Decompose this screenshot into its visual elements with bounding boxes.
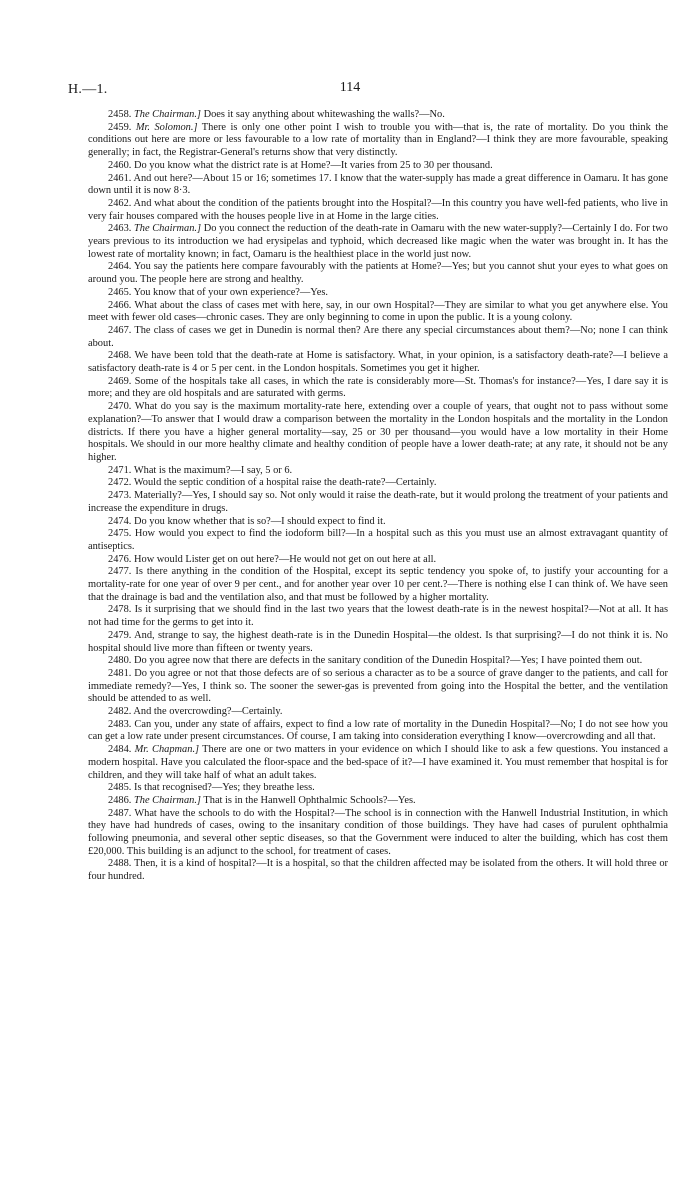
evidence-paragraph [88,376,668,401]
speaker-name: Mr. Chapman.] [134,744,200,756]
question-answer-text: Materially?—Yes, I should say so. Not only would it raise the death-rate, but it would prolong the treatment of your patients and increase the expenditure in drugs. [88,490,668,514]
evidence-paragraph [88,465,668,478]
evidence-paragraph [88,808,668,859]
question-answer-text: And out here?—About 15 or 16; sometimes 17. I know that the water-supply has made a great difference in Oamaru. It has gone down until it is now 8·3. [88,172,668,197]
question-answer-text: And what about the condition of the patients brought into the Hospital?—In this country you have well-fed patients, who live in very fair houses compared with the houses people live in at Home in the large cities. [88,197,668,222]
question-answer-text: What about the class of cases met with here, say, in our own Hospital?—They are similar to what you get anywhere else. You meet with fewer old cases—chronic cases. They are only beginning to come in upon the public. It is a young colony. [88,299,668,324]
evidence-paragraph [88,719,668,744]
question-number: 2481. [108,667,132,679]
evidence-paragraph [88,858,668,883]
question-answer-text: How would you expect to find the iodoform bill?—In a hospital such as this you must use an almost extravagant quantity of antiseptics. [88,528,668,552]
question-answer-text: Do you connect the reduction of the death-rate in Oamaru with the new water-supply?—Certainly I do. For two years previous to its introduction we had erysipelas and typhoid, which decreased like magic when the water was brought in. It has the lowest rate of mortality known; in fact, Oamaru is the healthiest place in the world just now. [88,223,668,260]
question-number: 2488. [108,858,132,870]
question-answer-text: Do you agree now that there are defects in the sanitary condition of the Dunedin Hospital?—Yes; I have pointed them out. [134,655,643,667]
question-answer-text: Can you, under any state of affairs, expect to find a low rate of mortality in the Dunedin Hospital?—No; I do not see how you can get a low rate under present circumstances. Of course, I am taking into consideration everything I know—overcrowding and all that. [88,718,668,743]
question-answer-text: We have been told that the death-rate at Home is satisfactory. What, in your opinion, is a satisfactory death-rate?—I believe a satisfactory death-rate is 4 or 5 per cent. in the London hospitals. Sometimes you get it higher. [88,350,668,375]
evidence-paragraph [88,554,668,567]
question-answer-text: There is only one other point I wish to trouble you with—that is, the rate of mortality. Do you think the conditions out here are more or less favourable to a low rate of mortality than in England?—I think they are more favourable, speaking generally; in fact, the Registrar-General's returns show that very distinctly. [88,121,668,159]
question-number: 2487. [108,807,132,819]
question-number: 2468. [108,350,132,362]
question-number: 2484. [108,744,132,756]
question-answer-text: Do you know what the district rate is at Home?—It varies from 25 to 30 per thousand. [134,159,493,171]
evidence-paragraph [88,516,668,529]
speaker-name: Mr. Solomon.] [135,121,198,133]
document-reference: H.—1. [68,82,108,97]
evidence-paragraph [88,655,668,668]
evidence-paragraph [88,528,668,553]
evidence-paragraph [88,490,668,515]
question-answer-text: That is in the Hanwell Ophthalmic Schools?—Yes. [203,794,416,806]
question-number: 2460. [108,159,132,171]
evidence-paragraph [88,198,668,223]
evidence-paragraph [88,300,668,325]
question-number: 2482. [108,706,132,718]
page-number: 114 [339,80,361,95]
speaker-name: The Chairman.] [134,223,202,235]
question-number: 2474. [108,515,132,527]
question-number: 2469. [108,375,132,387]
question-number: 2483. [108,718,132,730]
evidence-paragraph [88,706,668,719]
question-answer-text: Does it say anything about whitewashing the walls?—No. [203,109,445,120]
evidence-paragraph [88,261,668,286]
question-number: 2471. [108,464,132,476]
evidence-paragraph [88,160,668,173]
question-number: 2462. [108,197,132,209]
question-number: 2485. [108,782,132,794]
question-number: 2467. [108,324,132,336]
question-number: 2473. [108,490,132,502]
question-answer-text: You know that of your own experience?—Yes. [133,286,329,298]
question-answer-text: Is it surprising that we should find in the last two years that the lowest death-rate is in the newest hospital?—Not at all. It has not had time for the germs to get into it. [88,604,668,629]
question-answer-text: And the overcrowding?—Certainly. [133,706,283,718]
question-answer-text: Is there anything in the condition of the Hospital, except its septic tendency you spoke of, to justify your accounting for a mortality-rate for one year of over 9 per cent., and for another year over 10 per cent.?—There is nothing else I can think of. We have seen that the drainage is bad and the ventilation also, and that must be followed by a higher mortality. [88,566,668,603]
evidence-paragraph [88,287,668,300]
evidence-paragraph [88,795,668,808]
evidence-paragraph [88,350,668,375]
question-number: 2486. [108,794,132,806]
question-answer-text: Do you know whether that is so?—I should expect to find it. [134,515,386,527]
question-number: 2479. [108,629,132,641]
question-answer-text: Do you agree or not that those defects are of so serious a character as to be a source of grave danger to the patients, and call for immediate remedy?—Yes, I think so. The sooner the sewer-gas is prevented from going into the Hospital the better, and the ventilation should be attended to as well. [88,667,668,705]
question-number: 2477. [108,566,132,578]
question-number: 2470. [108,401,132,413]
evidence-paragraph [88,744,668,782]
evidence-paragraph [88,122,668,160]
evidence-paragraph [88,566,668,604]
evidence-paragraph [88,630,668,655]
speaker-name: The Chairman.] [134,794,201,806]
question-answer-text: What do you say is the maximum mortality-rate here, extending over a couple of years, that ought not to pass without some explanation?—To answer that I would draw a comparison between the mortality in the London hospitals and the mortality in the London districts. If there you have a higher general mortality—say, 25 or 30 per thousand—you would have a low mortality in their Home hospitals. We should in our more healthy climate and healthy condition of people have a lower death-rate; at any rate, it should not be any higher. [88,401,668,463]
question-answer-text: What have the schools to do with the Hospital?—The school is in connection with the Hanwell Industrial Institution, in which they have had hundreds of cases, owing to the insanitary condition of those buildings. They have had cases of purulent ophthalmia following pneumonia, and several other septic diseases, so that the Government were induced to alter the building, which has cost them £20,000. This building is an adjunct to the school, for treatment of cases. [88,807,668,857]
question-answer-text: There are one or two matters in your evidence on which I should like to ask a few questions. You instanced a modern hospital. Have you calculated the floor-space and the bed-space of it?—I have examined it. You must remember that hospital is for children, and they will take half of what an adult takes. [88,744,668,781]
question-number: 2480. [108,655,132,667]
question-number: 2464. [108,261,132,273]
question-number: 2463. [108,223,132,235]
evidence-paragraph [88,401,668,465]
evidence-paragraph [88,223,668,261]
question-number: 2465. [108,286,132,298]
evidence-paragraph [88,109,668,122]
question-number: 2458. [108,109,132,120]
evidence-paragraph [88,604,668,629]
question-number: 2475. [108,528,132,540]
evidence-paragraph [88,325,668,350]
evidence-paragraph [88,782,668,795]
speaker-name: The Chairman.] [134,109,201,120]
question-answer-text: Is that recognised?—Yes; they breathe less. [134,782,315,794]
question-number: 2461. [108,172,132,184]
evidence-paragraph [88,477,668,490]
evidence-body [88,109,668,884]
evidence-paragraph [88,173,668,198]
question-answer-text: Some of the hospitals take all cases, in which the rate is considerably more—St. Thomas's for instance?—Yes, I dare say it is more; and they are old hospitals and are saturated with germs. [88,375,668,400]
question-number: 2466. [108,299,132,311]
question-answer-text: The class of cases we get in Dunedin is normal then? Are there any special circumstances about them?—No; none I can think about. [88,324,668,349]
question-answer-text: Then, it is a kind of hospital?—It is a hospital, so that the children affected may be isolated from the others. It will hold three or four hundred. [88,858,668,883]
question-answer-text: What is the maximum?—I say, 5 or 6. [133,464,293,476]
question-answer-text: How would Lister get on out here?—He would not get on out here at all. [134,553,437,565]
question-answer-text: And, strange to say, the highest death-rate is in the Dunedin Hospital—the oldest. Is that surprising?—I do not think it is. No hospital should live more than fifteen or twenty years. [88,629,668,654]
question-number: 2459. [108,121,132,133]
question-number: 2476. [108,553,132,565]
question-answer-text: You say the patients here compare favourably with the patients at Home?—Yes; but you cannot shut your eyes to what goes on around you. The people here are strong and healthy. [88,261,668,286]
question-answer-text: Would the septic condition of a hospital raise the death-rate?—Certainly. [133,477,437,489]
question-number: 2472. [108,477,132,489]
question-number: 2478. [108,604,132,616]
evidence-paragraph [88,668,668,706]
